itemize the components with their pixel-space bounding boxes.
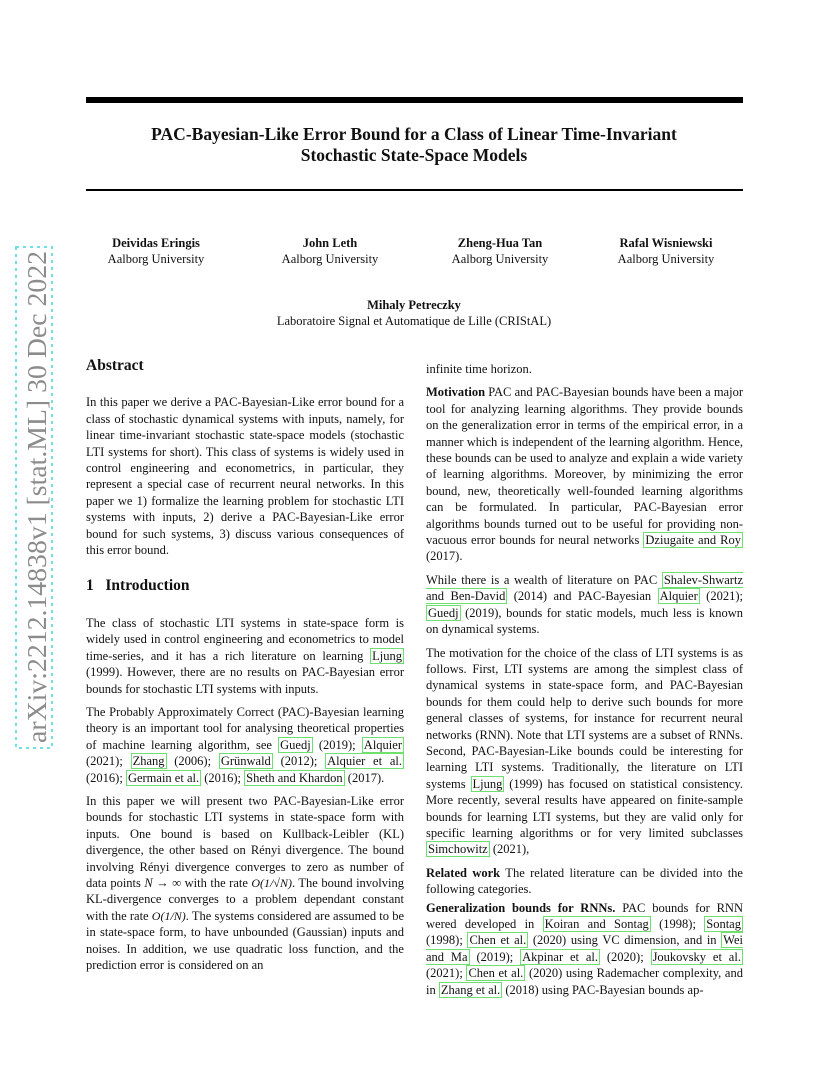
citation-link[interactable]: Alquier <box>363 737 402 752</box>
author-affiliation: Aalborg University <box>451 252 549 266</box>
author-4 <box>598 235 734 267</box>
abstract-heading: Abstract <box>86 357 144 374</box>
motivation-paragraph: Motivation PAC and PAC-Bayesian bounds have been a major tool for analyzing learning algorithms. They provide bounds on the generalization error in terms of the empirical error, in a manner which is independent of the learning algorithm. Hence, these bounds can be used to analyze and explain a wide variety of learning algorithms. Moreover, by minimizing the error bound, new, theoretically well-founded learning algorithms can be formulated. In particular, PAC-Bayesian error algorithms bounds turned out to be useful for providing non-vacuous error bounds for neural networks Dziugaite and Roy (2017). <box>426 385 743 564</box>
citation-link[interactable]: Ljung <box>472 776 503 791</box>
author-affiliation: Aalborg University <box>107 252 205 266</box>
citation-link[interactable]: Joukovsky et al. <box>652 949 741 964</box>
author-3 <box>432 235 568 267</box>
right-column <box>426 361 743 1005</box>
intro-paragraph-1: The class of stochastic LTI systems in state-space form is widely used in control engineering and econometrics to model time-series, and it has a rich literature on learning Ljung (1999). However, there are no results on PAC-Bayesian error bounds for stochastic LTI systems with inputs. <box>86 615 404 696</box>
related-work-paragraph: Related work The related literature can be divided into the following categories. <box>426 865 743 897</box>
introduction-heading: 1 Introduction <box>86 577 190 595</box>
author-affiliation: Laboratoire Signal et Automatique de Lille (CRIStAL) <box>276 314 552 328</box>
citation-link[interactable]: Sheth and Khardon <box>246 770 343 785</box>
citation-link[interactable]: Dziugaite and Roy <box>645 533 741 548</box>
citation-link[interactable]: Koiran and Sontag <box>544 917 649 931</box>
abstract-text: In this paper we derive a PAC-Bayesian-Like error bound for a class of stochastic dynamical systems with inputs, namely, for linear time-invariant stochastic state-space models (stochastic LTI systems for short). This class of systems is widely used in control engineering and econometrics, in particular, they represent a special case of recurrent neural networks. In this paper we 1) formalize the learning problem for stochastic LTI systems with inputs, 2) derive a PAC-Bayesian-Like error bound for such systems, 3) discuss various consequences of this error bound. <box>86 395 404 558</box>
citation-link[interactable]: Akpinar et al. <box>522 949 599 964</box>
author-affiliation: Aalborg University <box>281 252 379 266</box>
citation-link[interactable]: Alquier et al. <box>327 754 402 769</box>
author-affiliation: Aalborg University <box>617 252 715 266</box>
author-name: Deividas Eringis <box>112 236 200 250</box>
citation-link[interactable]: Wei and Ma <box>426 933 743 964</box>
author-2 <box>262 235 398 267</box>
author-name: John Leth <box>302 236 358 250</box>
math-inline: O(1/√N) <box>251 875 292 890</box>
continued-text: infinite time horizon. <box>426 362 532 376</box>
lti-motivation-paragraph: The motivation for the choice of the class of LTI systems is as follows. First, LTI systems are among the simplest class of dynamical systems in state-space form, and PAC-Bayesian bounds for them could help to derive such bounds for more general classes of systems, for instance for recurrent neural networks (RNN). Note that LTI systems are a subset of RNNs. Second, PAC-Bayesian-Like bounds could be interesting for learning LTI systems. Traditionally, the literature on LTI systems Ljung (1999) has focused on statistical consistency. More recently, several results have appeared on finite-sample bounds for learning LTI systems, but they are valid only for specific learning algorithms or for very limited subclasses Simchowitz (2021), <box>426 645 743 857</box>
citation-link[interactable]: Guedj <box>280 737 311 752</box>
citation-link[interactable]: Grünwald <box>220 754 271 769</box>
citation-link[interactable]: Shalev-Shwartz and Ben-David <box>426 572 743 604</box>
citation-link[interactable]: Ljung <box>372 648 402 663</box>
intro-paragraph-3: In this paper we will present two PAC-Bayesian-Like error bounds for stochastic LTI systems in state-space form with inputs. One bound is based on Kullback-Leibler (KL) divergence, the other based on Rényi divergence. The bound involving Rényi divergence converges to zero as number of data points N → ∞ with the rate O(1/√N). The bound involving KL-divergence converges to a problem dependant constant with the rate O(1/N). The systems considered are assumed to be in state-space form, to have unbounded (Gaussian) inputs and noises. In addition, we use quadratic loss function, and the prediction error is considered on an <box>86 793 404 972</box>
citation-link[interactable]: Chen et al. <box>468 966 524 981</box>
top-rule <box>86 97 743 103</box>
title-bottom-rule <box>86 189 743 191</box>
arxiv-sidebar[interactable] <box>4 245 60 750</box>
citation-link[interactable]: Guedj <box>428 605 459 620</box>
author-name: Zheng-Hua Tan <box>457 236 543 250</box>
citation-link[interactable]: Alquier <box>659 589 698 604</box>
paragraph-heading: Generalization bounds for RNNs. <box>426 900 616 915</box>
citation-link[interactable]: Chen et al. <box>469 933 527 948</box>
citation-link[interactable]: Sontag <box>706 917 741 931</box>
title-line-1: PAC-Bayesian-Like Error Bound for a Class of Linear Time-Invariant <box>151 124 677 144</box>
left-column <box>86 358 404 980</box>
paragraph-heading: Motivation <box>426 385 486 400</box>
citation-link[interactable]: Simchowitz <box>428 842 488 857</box>
arxiv-id-text: arXiv:2212.14838v1 [stat.ML] 30 Dec 2022 <box>22 264 52 743</box>
author-5 <box>214 297 614 329</box>
intro-paragraph-2: The Probably Approximately Correct (PAC)-Bayesian learning theory is an important tool for analysing theoretical properties of machine learning algorithm, see Guedj (2019); Alquier (2021); Zhang (2006); Grünwald (2012); Alquier et al. (2016); Germain et al. (2016); Sheth and Khardon (2017). <box>86 704 404 785</box>
math-inline: O(1/N) <box>151 908 186 923</box>
author-1 <box>88 235 224 267</box>
math-inline: N → ∞ <box>144 875 182 890</box>
paper-title <box>100 124 728 166</box>
citation-link[interactable]: Zhang et al. <box>440 982 501 997</box>
paragraph-heading: Related work <box>426 865 501 880</box>
citation-link[interactable]: Germain et al. <box>127 770 200 785</box>
title-line-2: Stochastic State-Space Models <box>300 145 528 165</box>
literature-paragraph: While there is a wealth of literature on PAC Shalev-Shwartz and Ben-David (2014) and PAC-Bayesian Alquier (2021); Guedj (2019), bounds for static models, much less is known on dynamical systems. <box>426 572 743 637</box>
author-name: Mihaly Petreczky <box>367 298 461 312</box>
generalization-bounds-paragraph: Generalization bounds for RNNs. PAC bounds for RNN wered developed in Koiran and Sontag (1998); Sontag (1998); Chen et al. (2020) using VC dimension, and in Wei and Ma (2019); Akpinar et al. (2020); Joukovsky et al. (2021); Chen et al. (2020) using Rademacher complexity, and in Zhang et al. (2018) using PAC-Bayesian bounds ap- <box>426 900 743 997</box>
citation-link[interactable]: Zhang <box>132 754 165 769</box>
author-name: Rafal Wisniewski <box>619 236 713 250</box>
